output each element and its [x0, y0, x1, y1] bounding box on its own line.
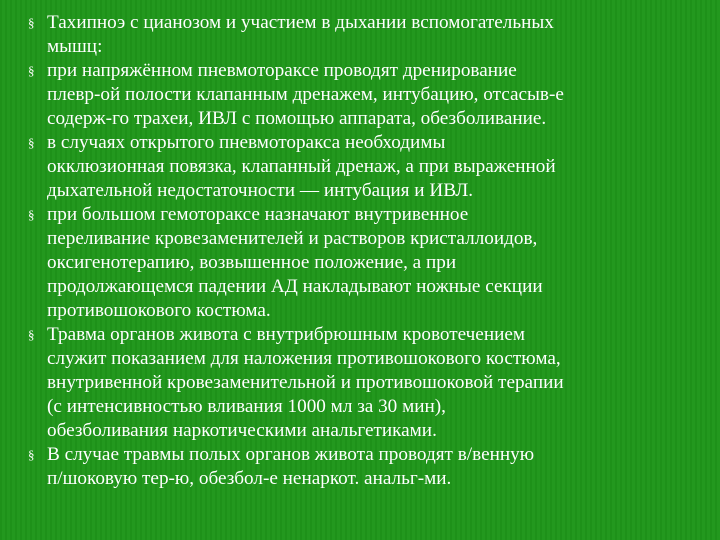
item-line: Травма органов живота с внутрибрюшным кровотечением	[47, 324, 526, 345]
item-line: противошокового костюма.	[47, 300, 271, 321]
list-item	[28, 203, 692, 323]
bullet-marker-icon: §	[28, 63, 35, 78]
bullet-marker-icon: §	[28, 135, 35, 150]
list-item	[28, 443, 692, 491]
item-line: при большом гемотораксе назначают внутривенное	[47, 204, 469, 225]
item-line: В случае травмы полых органов живота проводят в/венную	[47, 444, 535, 465]
item-line: при напряжённом пневмотораксе проводят дренирование	[47, 60, 517, 81]
item-line: оксигенотерапию, возвышенное положение, а при	[47, 252, 457, 273]
item-line: мышц:	[47, 36, 103, 57]
item-line: в случаях открытого пневмоторакса необходимы	[47, 132, 446, 153]
item-line: (с интенсивностью вливания 1000 мл за 30 мин),	[47, 396, 446, 417]
bullet-list	[28, 11, 692, 491]
item-line: п/шоковую тер-ю, обезбол-е ненаркот. анальг-ми.	[47, 468, 452, 489]
item-line: плевр-ой полости клапанным дренажем, интубацию, отсасыв-е	[47, 84, 564, 105]
bullet-marker-icon: §	[28, 327, 35, 342]
item-line: внутривенной кровезаменительной и противошоковой терапии	[47, 372, 564, 393]
item-line: дыхательной недостаточности — интубация и ИВЛ.	[47, 180, 474, 201]
item-line: продолжающемся падении АД накладывают ножные секции	[47, 276, 543, 297]
bullet-marker-icon: §	[28, 15, 35, 30]
item-line: Тахипноэ с цианозом и участием в дыхании вспомогательных	[47, 12, 554, 33]
item-line: служит показанием для наложения противошокового костюма,	[47, 348, 561, 369]
item-line: содерж-го трахеи, ИВЛ с помощью аппарата, обезболивание.	[47, 108, 547, 129]
list-item	[28, 11, 692, 59]
item-line: переливание кровезаменителей и растворов кристаллоидов,	[47, 228, 538, 249]
item-line: окклюзионная повязка, клапанный дренаж, а при выраженной	[47, 156, 556, 177]
list-item	[28, 323, 692, 443]
bullet-marker-icon: §	[28, 447, 35, 462]
list-item	[28, 59, 692, 131]
bullet-marker-icon: §	[28, 207, 35, 222]
list-item	[28, 131, 692, 203]
item-line: обезболивания наркотическими анальгетиками.	[47, 420, 437, 441]
